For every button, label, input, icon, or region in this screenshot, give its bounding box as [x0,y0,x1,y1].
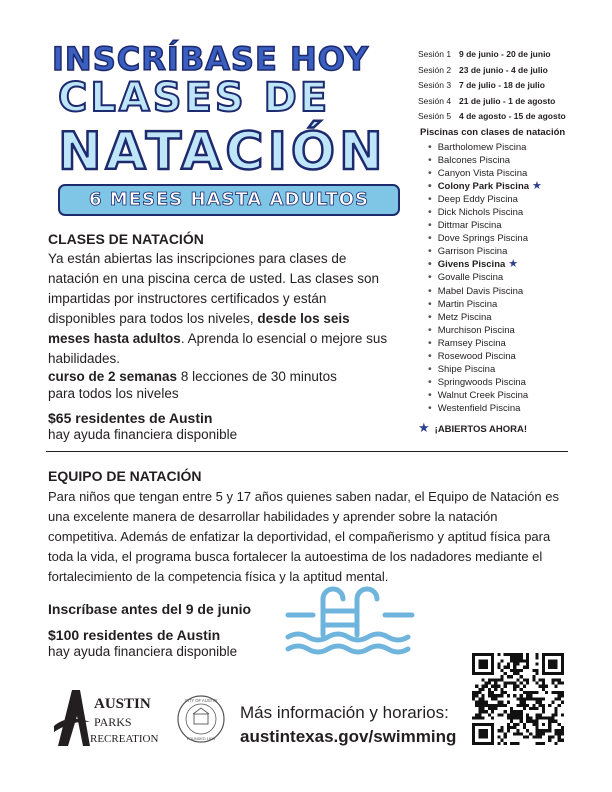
session-row [418,78,598,94]
intro-text: Ya están abiertas las inscripciones para clases de natación en una piscina cerca de usted. Las clases son impartidas por instructores certificados y están disponibles para todos los niveles, [48,251,379,326]
bullet-icon: • [428,336,432,349]
session-dates: 7 de julio - 18 de julio [459,80,545,91]
pool-name: Shipe Piscina [437,363,496,375]
pool-item [428,167,603,180]
pool-item [428,245,603,258]
bullet-icon: • [428,362,432,375]
bullet-icon: • [428,375,432,388]
intro-bold: desde los seis meses hasta adultos [48,311,350,346]
pool-item [428,285,603,298]
pool-item [428,311,603,324]
bullet-icon: • [428,167,432,180]
pool-name: Rosewood Piscina [437,350,516,362]
qr-code[interactable] [472,653,564,745]
course-info [48,368,348,402]
star-icon: ★ [418,420,430,435]
swim-team-body: Para niños que tengan entre 5 y 17 años quienes saben nadar, el Equipo de Natación es una excelente manera de desarrollar habilidades y aprender sobre la natación competitiva. Además de enfatizar la deportividad, el compañerismo y aptitud física para toda la vida, el programa busca fortalecer la autoestima de los nadadores mediante el fortalecimiento de la competencia física y la aptitud mental. [48,489,559,584]
session-row [418,63,598,79]
bullet-icon: • [428,219,432,232]
pool-item [428,180,603,193]
pool-list [428,141,603,415]
pool-item [428,154,603,167]
star-icon: ★ [508,258,519,271]
pool-name: Springwoods Piscina [437,376,526,388]
pool-name: Colony Park Piscina [437,181,530,193]
seal-top-text: CITY OF AUSTIN [184,698,218,703]
pool-item [428,402,603,415]
pool-item [428,324,603,337]
session-label: Sesión 4 [418,95,452,106]
pool-item [428,389,603,402]
city-seal [176,694,226,744]
star-icon: ★ [532,180,542,193]
bullet-icon: • [428,271,432,284]
pool-item [428,258,603,271]
swim-lessons-title: CLASES DE NATACIÓN [48,231,204,247]
pool-ladder-icon [285,585,415,655]
team-deadline: Inscríbase antes del 9 de junio [48,601,252,617]
pool-item [428,271,603,284]
open-now-label: ¡ABIERTOS AHORA! [434,424,528,435]
bullet-icon: • [428,154,432,167]
age-banner-text: 6 MESES HASTA ADULTOS [88,189,370,210]
pool-name: Deep Eddy Piscina [437,194,518,206]
seal-bottom-text: FOUNDED 1839 [186,737,216,741]
pool-item [428,298,603,311]
pool-name: Walnut Creek Piscina [437,389,529,401]
pool-name: Dick Nichols Piscina [437,207,524,219]
pool-name: Metz Piscina [437,311,492,323]
session-dates: 4 de agosto - 15 de agosto [459,111,566,122]
pool-item [428,219,603,232]
logo-recreation: RECREATION [90,733,159,745]
pool-item [428,363,603,376]
pool-item [428,350,603,363]
session-row [418,94,598,110]
pool-item [428,337,603,350]
bullet-icon: • [428,310,432,323]
session-label: Sesión 5 [418,111,452,122]
session-dates: 9 de junio - 20 de junio [459,49,551,59]
bullet-icon: • [428,206,432,219]
logo-parks: PARKS [94,715,132,729]
age-banner [58,184,400,216]
header-line1: INSCRÍBASE HOY [52,40,369,78]
pool-item [428,376,603,389]
swim-team-title: EQUIPO DE NATACIÓN [48,468,202,484]
pool-name: Canyon Vista Piscina [437,168,528,180]
website-link[interactable]: austintexas.gov/swimming [240,727,457,746]
pool-item [428,206,603,219]
bullet-icon: • [428,245,432,258]
bullet-icon: • [428,193,432,206]
pool-name: Westenfield Piscina [437,402,521,414]
pool-name: Dove Springs Piscina [437,233,528,245]
session-label: Sesión 1 [418,49,452,59]
lesson-price: $65 residentes de Austin [48,410,213,426]
bullet-icon: • [428,180,432,193]
pool-name: Murchison Piscina [437,324,515,336]
intro-end: . Aprenda lo esencial o mejore sus habilidades. [48,331,388,366]
pool-name: Balcones Piscina [437,155,511,167]
pool-name: Martin Piscina [437,298,498,310]
austin-parks-logo [50,686,168,748]
open-now-legend [418,420,527,436]
pool-name: Dittmar Piscina [437,220,502,232]
pool-item [428,141,603,154]
pool-name: Mabel Davis Piscina [437,285,524,297]
pool-item [428,232,603,245]
session-label: Sesión 2 [418,64,452,75]
pool-item [428,193,603,206]
bullet-icon: • [428,349,432,362]
bullet-icon: • [428,258,432,271]
session-row [418,47,598,63]
team-aid: hay ayuda financiera disponible [48,644,238,659]
swim-lessons-intro [48,249,388,369]
session-dates: 23 de junio - 4 de julio [459,64,548,75]
header-line3: NATACIÓN [58,122,387,182]
header-line2: CLASES DE [58,75,331,121]
logo-austin: AUSTIN [94,696,151,712]
pool-name: Bartholomew Piscina [437,142,527,153]
bullet-icon: • [428,401,432,414]
course-rest: 8 lecciones de 30 minutos para todos los niveles [48,369,337,401]
session-list [418,47,598,125]
more-info-label: Más información y horarios: [240,703,449,722]
pools-title: Piscinas con clases de natación [420,127,566,138]
bullet-icon: • [428,388,432,401]
pool-name: Ramsey Piscina [437,337,506,349]
course-bold: curso de 2 semanas [48,369,178,384]
bullet-icon: • [428,323,432,336]
team-price: $100 residentes de Austin [48,627,221,643]
pool-name: Govalle Piscina [437,272,504,284]
bullet-icon: • [428,284,432,297]
bullet-icon: • [428,232,432,245]
pool-name: Givens Piscina [437,259,506,271]
session-row [418,109,598,125]
pool-name: Garrison Piscina [437,246,508,258]
divider [46,451,568,452]
lesson-aid: hay ayuda financiera disponible [48,427,238,442]
bullet-icon: • [428,141,432,153]
bullet-icon: • [428,297,432,310]
session-dates: 21 de julio - 1 de agosto [459,95,556,106]
session-label: Sesión 3 [418,80,452,91]
